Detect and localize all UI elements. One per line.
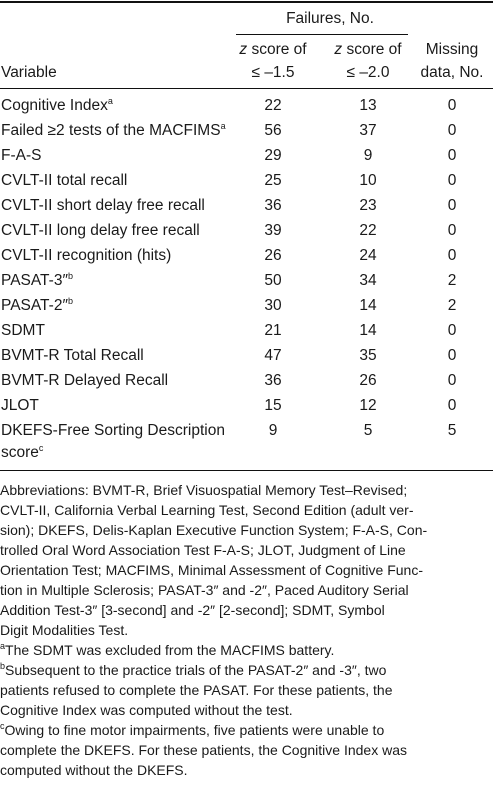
row-value-z20: 24 <box>359 247 377 264</box>
row-value-z15: 30 <box>264 297 282 314</box>
abbreviations-line: Abbreviations: BVMT-R, Brief Visuospatial Memory Test–Revised; <box>0 482 408 498</box>
row-label: JLOT <box>1 397 39 414</box>
row-value-z15: 29 <box>264 147 282 164</box>
row-value-z15: 21 <box>264 322 282 339</box>
row-value-z15: 36 <box>264 197 282 214</box>
row-value-z20: 5 <box>363 422 373 439</box>
row-value-missing: 0 <box>447 347 457 364</box>
row-value-z20: 22 <box>359 222 377 239</box>
abbreviations-line: sion); DKEFS, Delis-Kaplan Executive Function System; F-A-S, Con- <box>0 522 428 538</box>
row-value-missing: 0 <box>447 372 457 389</box>
row-value-z20: 10 <box>359 172 377 189</box>
row-label-continued: score$^c$ <box>1 443 44 461</box>
row-value-missing: 0 <box>447 147 457 164</box>
row-value-missing: 0 <box>447 247 457 264</box>
row-value-missing: 0 <box>447 97 457 114</box>
row-value-z15: 39 <box>264 222 282 239</box>
header-col2-line1: z score of <box>334 41 402 58</box>
row-label: SDMT <box>1 322 45 339</box>
row-value-z15: 25 <box>264 172 282 189</box>
row-value-missing: 0 <box>447 397 457 414</box>
row-value-z20: 14 <box>359 297 377 314</box>
row-value-missing: 2 <box>447 297 457 314</box>
row-label: CVLT-II long delay free recall <box>1 222 200 239</box>
abbreviations-line: Addition Test-3″ [3-second] and -2″ [2-second]; SDMT, Symbol <box>0 602 385 618</box>
row-label: CVLT-II recognition (hits) <box>1 247 172 264</box>
row-value-z20: 23 <box>359 197 377 214</box>
row-value-z15: 47 <box>264 347 282 364</box>
row-value-missing: 0 <box>447 122 457 139</box>
header-rule <box>0 88 493 89</box>
row-value-z20: 9 <box>363 147 373 164</box>
top-rule <box>0 1 493 3</box>
header-group-failures: Failures, No. <box>286 10 374 27</box>
row-value-missing: 0 <box>447 322 457 339</box>
row-value-z15: 15 <box>264 397 282 414</box>
row-value-z20: 34 <box>359 272 377 289</box>
row-value-z20: 12 <box>359 397 377 414</box>
row-value-z20: 37 <box>359 122 377 139</box>
footnote-c-line: computed without the DKEFS. <box>0 762 188 778</box>
row-value-missing: 0 <box>447 222 457 239</box>
abbreviations-line: Digit Modalities Test. <box>0 622 129 638</box>
footnote-c-line: complete the DKEFS. For these patients, the Cognitive Index was <box>0 742 407 758</box>
row-value-missing: 2 <box>447 272 457 289</box>
row-value-z20: 26 <box>359 372 377 389</box>
abbreviations-line: CVLT-II, California Verbal Learning Test, Second Edition (adult ver- <box>0 502 414 518</box>
row-value-missing: 0 <box>447 172 457 189</box>
footnote-c: $^c$Owing to fine motor impairments, five patients were unable to <box>0 721 385 738</box>
header-col1-line2: ≤ –1.5 <box>251 64 295 81</box>
header-col3-line1: Missing <box>425 41 479 58</box>
header-col1-line1: z score of <box>239 41 307 58</box>
row-label: Failed ≥2 tests of the MACFIMS$^a$ <box>1 121 226 139</box>
abbreviations-line: Orientation Test; MACFIMS, Minimal Assessment of Cognitive Func- <box>0 562 423 578</box>
row-label: CVLT-II total recall <box>1 172 128 189</box>
footnote-b: $^b$Subsequent to the practice trials of the PASAT-2″ and -3″, two <box>0 661 387 678</box>
row-value-z20: 13 <box>359 97 377 114</box>
row-label: DKEFS-Free Sorting Description <box>1 422 225 439</box>
header-variable: Variable <box>1 64 57 81</box>
row-value-z15: 9 <box>268 422 278 439</box>
header-col2-line2: ≤ –2.0 <box>346 64 390 81</box>
row-value-z15: 50 <box>264 272 282 289</box>
row-value-z15: 36 <box>264 372 282 389</box>
row-label: CVLT-II short delay free recall <box>1 197 205 214</box>
row-value-z15: 26 <box>264 247 282 264</box>
header-col3-line2: data, No. <box>420 64 484 81</box>
abbreviations-line: trolled Oral Word Association Test F-A-S; JLOT, Judgment of Line <box>0 542 406 558</box>
abbreviations-line: tion in Multiple Sclerosis; PASAT-3″ and -2″, Paced Auditory Serial <box>0 582 409 598</box>
footnote-b-line: patients refused to complete the PASAT. For these patients, the <box>0 682 393 698</box>
row-label: F-A-S <box>1 147 42 164</box>
row-value-missing: 5 <box>447 422 457 439</box>
row-value-missing: 0 <box>447 197 457 214</box>
footnotes <box>0 480 493 780</box>
row-value-z15: 56 <box>264 122 282 139</box>
row-label: PASAT-2″$^b$ <box>1 296 73 314</box>
row-label: Cognitive Index$^a$ <box>1 96 113 114</box>
row-label: BVMT-R Total Recall <box>1 347 144 364</box>
row-value-z20: 14 <box>359 322 377 339</box>
row-value-z20: 35 <box>359 347 377 364</box>
row-label: PASAT-3″$^b$ <box>1 271 73 289</box>
bottom-rule <box>0 470 493 471</box>
group-rule <box>236 34 408 35</box>
row-label: BVMT-R Delayed Recall <box>1 372 169 389</box>
footnote-b-line: Cognitive Index was computed without the test. <box>0 702 293 718</box>
row-value-z15: 22 <box>264 97 282 114</box>
footnote-a: $^a$The SDMT was excluded from the MACFIMS battery. <box>0 641 335 658</box>
